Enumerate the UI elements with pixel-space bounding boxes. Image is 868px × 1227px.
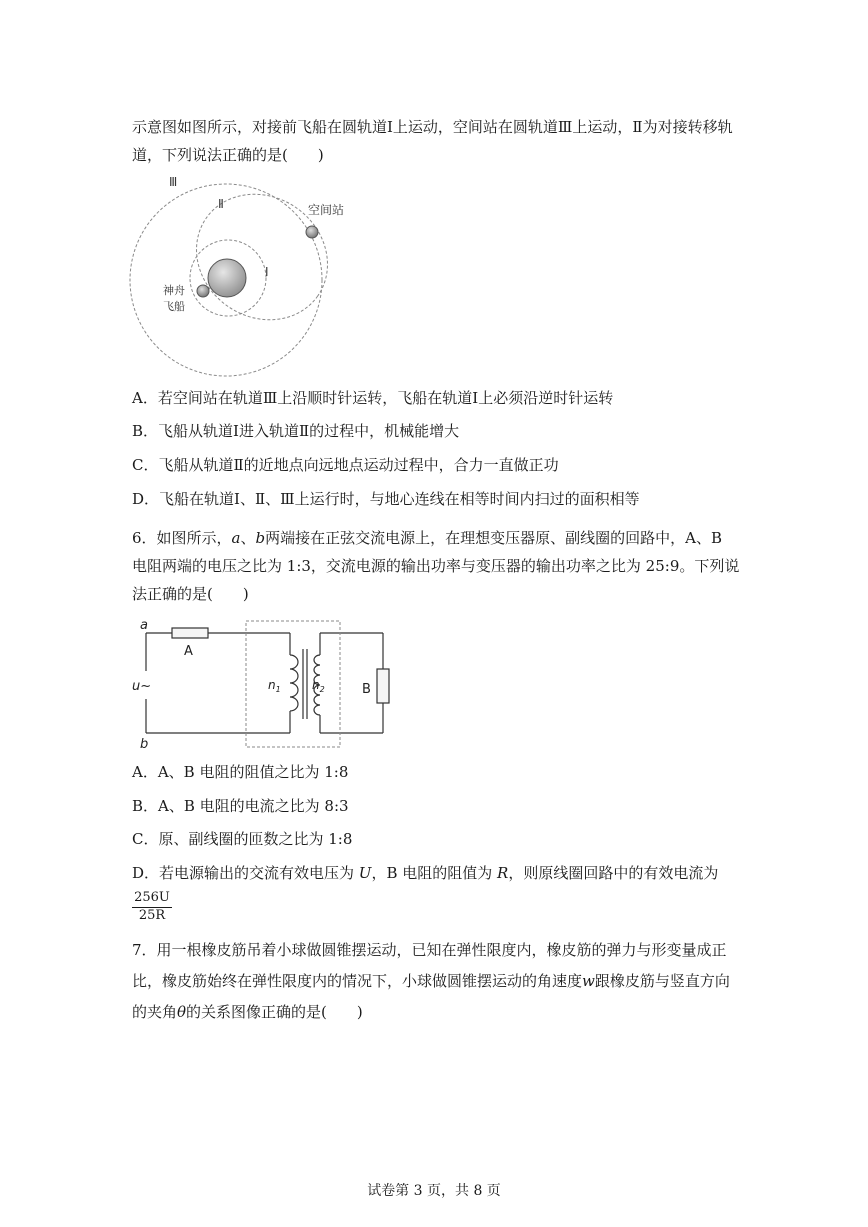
- terminal-b-label: b: [140, 737, 149, 752]
- q5-option-a: A．若空间站在轨道Ⅲ上沿顺时针运转，飞船在轨道Ⅰ上必须沿逆时针运转: [132, 389, 614, 407]
- q5-option-b: B．飞船从轨道Ⅰ进入轨道Ⅱ的过程中，机械能增大: [132, 422, 460, 440]
- q5-stem-line2: 道，下列说法正确的是( ): [132, 146, 324, 164]
- resistor-a-label: A: [184, 644, 193, 659]
- q7-stem-line2: 比，橡皮筋始终在弹性限度内的情况下，小球做圆锥摆运动的角速度w跟橡皮筋与竖直方向: [132, 972, 730, 990]
- q6-a: a: [231, 529, 241, 547]
- q5-option-d: D．飞船在轨道Ⅰ、Ⅱ、Ⅲ上运行时，与地心连线在相等时间内扫过的面积相等: [132, 490, 640, 508]
- earth-icon: [208, 259, 246, 297]
- page-footer: 试卷第 3 页，共 8 页: [367, 1183, 501, 1199]
- q7-stem-line3: 的夹角θ的关系图像正确的是( ): [132, 1003, 363, 1021]
- orbit-diagram: [128, 172, 348, 377]
- q6-option-d: D．若电源输出的交流有效电压为 U，B 电阻的阻值为 R，则原线圈回路中的有效电流为: [132, 864, 719, 882]
- q6-b: b: [255, 529, 266, 547]
- q6-option-d-fraction: [132, 890, 172, 924]
- n1-label: $n_1$: [268, 678, 281, 694]
- space-station-icon: [306, 226, 318, 238]
- resistor-b-label: B: [362, 682, 371, 697]
- q6-option-c: C．原、副线圈的匝数之比为 1:8: [132, 830, 353, 848]
- fraction-numerator: 256U: [132, 890, 172, 908]
- q6-option-a: A．A、B 电阻的阻值之比为 1:8: [132, 763, 349, 781]
- spaceship-icon: [197, 285, 209, 297]
- resistor-a: [172, 628, 208, 638]
- q6-stem-line3: 法正确的是( ): [132, 585, 249, 603]
- label-III: Ⅲ: [169, 175, 178, 189]
- ship-label-line2: 飞船: [163, 300, 185, 313]
- q6-stem-line1: 6．如图所示，a、b两端接在正弦交流电源上，在理想变压器原、副线圈的回路中，A、B: [132, 529, 722, 547]
- fraction-denominator: 25R: [138, 908, 166, 923]
- orbit-II: [172, 172, 348, 345]
- q5-stem-line1: 示意图如图所示，对接前飞船在圆轨道Ⅰ上运动，空间站在圆轨道Ⅲ上运动，Ⅱ为对接转移轨: [132, 118, 733, 136]
- label-I: Ⅰ: [265, 265, 269, 279]
- n2-label: $n_2$: [312, 678, 325, 694]
- space-station-label: 空间站: [308, 203, 345, 217]
- q6-option-b: B．A、B 电阻的电流之比为 8:3: [132, 797, 349, 815]
- source-label: u~: [132, 679, 152, 694]
- q5-option-c: C．飞船从轨道Ⅱ的近地点向远地点运动过程中，合力一直做正功: [132, 456, 559, 474]
- q7-stem-line1: 7．用一根橡皮筋吊着小球做圆锥摆运动，已知在弹性限度内，橡皮筋的弹力与形变量成正: [132, 941, 727, 959]
- transformer-circuit-diagram: [128, 615, 398, 755]
- primary-coil: [290, 655, 298, 711]
- terminal-a-label: a: [140, 618, 148, 633]
- q6-stem-line2: 电阻两端的电压之比为 1:3，交流电源的输出功率与变压器的输出功率之比为 25:9。下列说: [132, 557, 740, 575]
- ship-label-line1: 神舟: [163, 284, 185, 297]
- label-II: Ⅱ: [218, 197, 224, 211]
- resistor-b: [377, 669, 389, 703]
